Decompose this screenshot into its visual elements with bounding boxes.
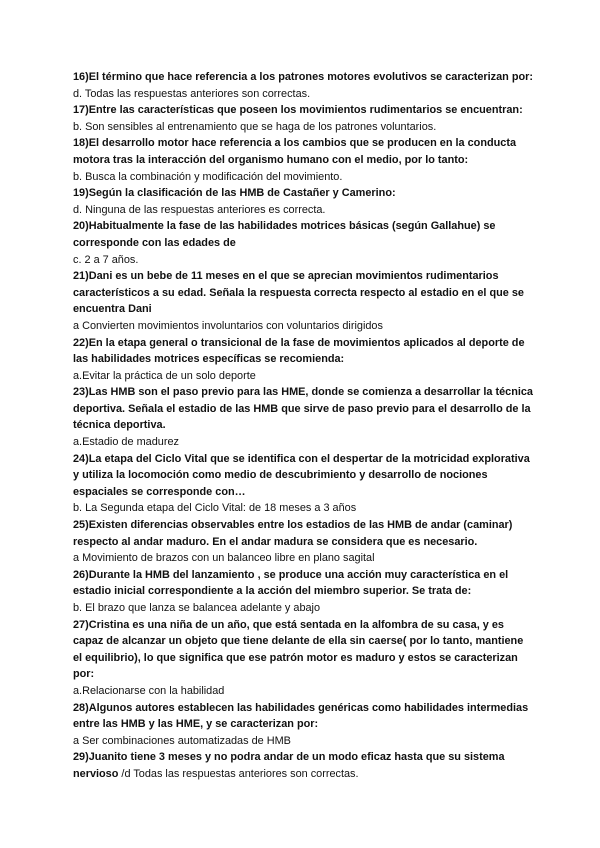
question-text-20: 20)Habitualmente la fase de las habilidades motrices básicas (según Gallahue) se corresponde con las edades de bbox=[73, 220, 496, 249]
question-text-23: 23)Las HMB son el paso previo para las HME, donde se comienza a desarrollar la técnica deportiva. Señala el estadio de las HMB que sirve de paso previo para el desarrollo de la técnica deportiva. bbox=[73, 386, 533, 432]
question-text-27: 27)Cristina es una niña de un año, que está sentada en la alfombra de su casa, y es capaz de alcanzar un objeto que tiene delante de ella sin caerse( por lo tanto, mantiene el equilibrio), lo que significa que ese patrón motor es maduro y estos se caracterizan por: bbox=[73, 618, 524, 681]
question-text-25: 25)Existen diferencias observables entre los estadios de las HMB de andar (caminar) respecto al andar maduro. En el andar madura se considera que es necesario. bbox=[73, 519, 513, 548]
answer-text-27: a.Relacionarse con la habilidad bbox=[73, 684, 225, 697]
question-item-26 bbox=[73, 567, 533, 617]
question-29-bold: 29)Juanito tiene 3 meses y no podra andar de un modo eficaz hasta que su sistema nervioso bbox=[73, 751, 505, 780]
answer-text-21: a Convierten movimientos involuntarios con voluntarios dirigidos bbox=[73, 319, 383, 332]
question-text-24: 24)La etapa del Ciclo Vital que se identifica con el despertar de la motricidad explorativa y utiliza la locomoción como medio de descubrimiento y desarrollo de nociones espaciales se corresponde con… bbox=[73, 452, 530, 498]
document-page bbox=[73, 69, 533, 783]
question-text-21: 21)Dani es un bebe de 11 meses en el que se aprecian movimientos rudimentarios característicos a su edad. Señala la respuesta correcta respecto al estadio en el que se encuentra Dani bbox=[73, 270, 524, 316]
answer-text-24: b. La Segunda etapa del Ciclo Vital: de 18 meses a 3 años bbox=[73, 502, 357, 515]
answer-text-16: d. Todas las respuestas anteriores son correctas. bbox=[73, 87, 311, 100]
question-item-27 bbox=[73, 617, 533, 700]
question-list bbox=[73, 69, 533, 749]
question-item-24 bbox=[73, 451, 533, 517]
question-item-22 bbox=[73, 335, 533, 385]
answer-text-19: d. Ninguna de las respuestas anteriores es correcta. bbox=[73, 203, 326, 216]
answer-text-22: a.Evitar la práctica de un solo deporte bbox=[73, 369, 256, 382]
question-text-26: 26)Durante la HMB del lanzamiento , se produce una acción muy característica en el estadio inicial correspondiente a la acción del miembro superior. Se trata de: bbox=[73, 568, 509, 598]
question-text-22: 22)En la etapa general o transicional de la fase de movimientos aplicados al deporte de las habilidades motrices específicas se recomienda: bbox=[73, 336, 525, 366]
question-item-28 bbox=[73, 700, 533, 750]
answer-text-28: a Ser combinaciones automatizadas de HMB bbox=[73, 734, 291, 747]
question-text-19: 19)Según la clasificación de las HMB de Castañer y Camerino: bbox=[73, 187, 396, 200]
question-item-20 bbox=[73, 218, 533, 268]
answer-text-29: /d Todas las respuestas anteriores son correctas. bbox=[118, 767, 359, 780]
answer-text-25: a Movimiento de brazos con un balanceo libre en plano sagital bbox=[73, 552, 375, 565]
answer-text-26: b. El brazo que lanza se balancea adelante y abajo bbox=[73, 602, 321, 614]
question-item-19 bbox=[73, 185, 533, 218]
question-text-17: 17)Entre las características que poseen los movimientos rudimentarios se encuentran: bbox=[73, 104, 523, 117]
answer-text-18: b. Busca la combinación y modificación del movimiento. bbox=[73, 170, 343, 183]
question-item-29 bbox=[73, 749, 533, 782]
answer-text-17: b. Son sensibles al entrenamiento que se haga de los patrones voluntarios. bbox=[73, 120, 437, 133]
question-text-28: 28)Algunos autores establecen las habilidades genéricas como habilidades intermedias entre las HMB y las HME, y se caracterizan por: bbox=[73, 701, 529, 731]
question-item-18 bbox=[73, 135, 533, 185]
answer-text-23: a.Estadio de madurez bbox=[73, 436, 179, 449]
question-text-18: 18)El desarrollo motor hace referencia a los cambios que se producen en la conducta motora tras la interacción del organismo humano con el medio, por lo tanto: bbox=[73, 137, 517, 166]
answer-text-20: c. 2 a 7 años. bbox=[73, 253, 139, 266]
question-item-21 bbox=[73, 268, 533, 334]
question-item-16 bbox=[73, 69, 533, 102]
question-item-23 bbox=[73, 384, 533, 450]
question-item-17 bbox=[73, 102, 533, 135]
question-text-16: 16)El término que hace referencia a los patrones motores evolutivos se caracterizan por: bbox=[73, 71, 533, 83]
question-item-25 bbox=[73, 517, 533, 567]
question-text-29 bbox=[73, 749, 533, 782]
